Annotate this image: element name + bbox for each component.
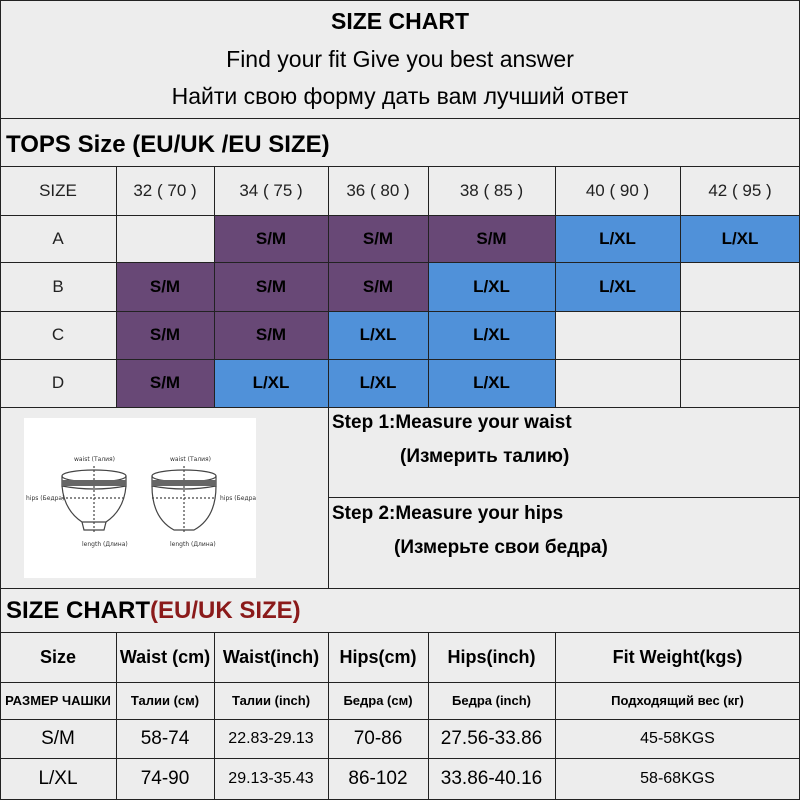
measurement-diagram (24, 418, 256, 578)
subtitle-russian: Найти свою форму дать вам лучший ответ (171, 82, 629, 109)
length-label-right: length (Длина) (170, 541, 216, 548)
waist-label-right: waist (Талия) (170, 456, 212, 463)
table-cell: 29.13-35.43 (228, 770, 314, 787)
size-cell: S/M (116, 359, 214, 407)
table-cell: 33.86-40.16 (440, 768, 543, 789)
column-header: Fit Weight(kgs) (612, 646, 743, 667)
band-size-header: 42 ( 95 ) (708, 180, 772, 200)
size-cell: S/M (116, 262, 214, 311)
size-cell: L/XL (328, 359, 428, 407)
size-cell: L/XL (428, 262, 555, 311)
divider-line (555, 632, 556, 800)
column-header: Size (39, 646, 77, 667)
size-chart-title-main: SIZE CHART (6, 597, 150, 624)
table-cell: 86-102 (348, 768, 408, 789)
size-cell: L/XL (428, 359, 555, 407)
size-cell: L/XL (214, 359, 328, 407)
size-cell (680, 359, 800, 407)
table-cell: L/XL (38, 768, 78, 789)
hips-label-left: hips (Бедра) (26, 495, 65, 502)
table-cell: 74-90 (140, 768, 190, 789)
divider-line (428, 166, 429, 407)
size-cell (555, 311, 680, 359)
size-cell: S/M (328, 262, 428, 311)
cup-row-label: C (51, 325, 65, 344)
divider-line (116, 632, 117, 800)
table-cell: 58-68KGS (640, 770, 715, 787)
divider-line (0, 0, 800, 1)
size-cell: S/M (328, 215, 428, 262)
divider-line (0, 0, 1, 800)
step2-text: Step 2:Measure your hips (332, 503, 564, 524)
size-cell: S/M (116, 311, 214, 359)
size-cell: L/XL (428, 311, 555, 359)
hips-label-right: hips (Бедра) (220, 495, 256, 502)
table-cell: S/M (41, 727, 75, 749)
divider-line (0, 407, 800, 408)
column-header: Hips(inch) (447, 646, 536, 667)
column-header-russian: Бедра (см) (343, 693, 413, 708)
band-size-header: 32 ( 70 ) (133, 180, 197, 200)
step2-russian: (Измерьте свои бедра) (394, 537, 608, 558)
divider-line (214, 166, 215, 407)
band-size-header: 36 ( 80 ) (346, 180, 410, 200)
table-cell: 27.56-33.86 (440, 727, 543, 749)
divider-line (328, 632, 329, 800)
waist-label-left: waist (Талия) (74, 456, 116, 463)
column-header-russian: Талии (inch) (231, 693, 311, 708)
size-cell: S/M (428, 215, 555, 262)
column-header-russian: Бедра (inch) (452, 693, 531, 708)
underwear-illustration (24, 418, 256, 578)
subtitle-english: Find your fit Give you best answer (226, 45, 574, 72)
size-cell: S/M (214, 311, 328, 359)
divider-line (0, 758, 800, 759)
size-cell: L/XL (555, 262, 680, 311)
band-size-header: 34 ( 75 ) (239, 180, 303, 200)
page-title: SIZE CHART (331, 7, 469, 34)
divider-line (0, 118, 800, 119)
step1-russian: (Измерить талию) (400, 446, 570, 467)
divider-line (555, 166, 556, 407)
size-cell (116, 215, 214, 262)
table-cell: 45-58KGS (640, 729, 715, 747)
divider-line (214, 632, 215, 800)
size-chart-title (6, 596, 301, 626)
divider-line (0, 632, 800, 633)
length-label-left: length (Длина) (82, 541, 128, 548)
divider-line (0, 682, 800, 683)
cup-row-label: D (51, 373, 65, 392)
column-header: Hips(cm) (339, 646, 417, 667)
column-header-russian: Подходящий вес (кг) (611, 693, 744, 708)
size-column-header: SIZE (39, 180, 77, 200)
size-cell (680, 311, 800, 359)
divider-line (328, 166, 329, 407)
divider-line (680, 166, 681, 407)
size-cell: L/XL (328, 311, 428, 359)
size-cell: L/XL (555, 215, 680, 262)
divider-line (428, 632, 429, 800)
size-cell (555, 359, 680, 407)
size-cell: S/M (214, 215, 328, 262)
size-cell: S/M (214, 262, 328, 311)
column-header-russian: РАЗМЕР ЧАШКИ (5, 693, 111, 708)
size-chart-title-eu: (EU/UK SIZE) (150, 597, 301, 624)
divider-line (328, 497, 800, 498)
band-size-header: 38 ( 85 ) (459, 180, 524, 200)
divider-line (0, 588, 800, 589)
cup-row-label: B (52, 276, 64, 296)
band-size-header: 40 ( 90 ) (585, 180, 650, 200)
column-header-russian: Талии (см) (130, 693, 200, 708)
table-cell: 22.83-29.13 (228, 729, 314, 747)
size-cell (680, 262, 800, 311)
tops-section-title: TOPS Size (EU/UK /EU SIZE) (6, 131, 330, 158)
table-cell: 70-86 (353, 727, 403, 749)
divider-line (116, 166, 117, 407)
column-header: Waist (cm) (119, 646, 211, 667)
size-cell: L/XL (680, 215, 800, 262)
cup-row-label: A (52, 228, 64, 248)
divider-line (0, 719, 800, 720)
step1-text: Step 1:Measure your waist (332, 412, 572, 433)
column-header: Waist(inch) (222, 646, 320, 667)
table-cell: 58-74 (140, 727, 190, 749)
